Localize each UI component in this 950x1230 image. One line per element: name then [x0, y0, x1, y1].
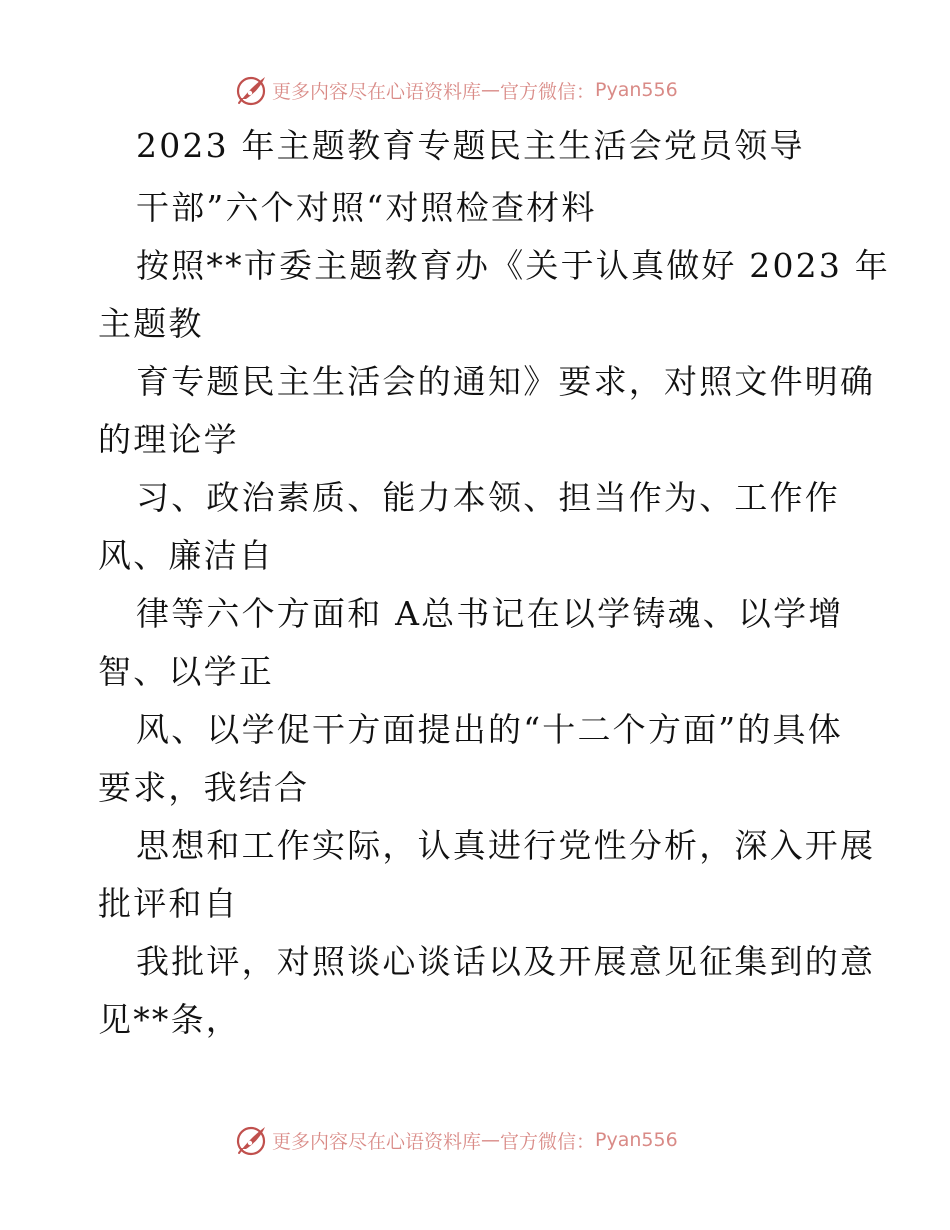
title-line-2: 干部”六个对照“对照检查材料: [136, 188, 597, 227]
watermark-wechat-label: 官方微信：: [500, 1130, 596, 1153]
paragraph-line: 按照**市委主题教育办《关于认真做好 2023 年: [136, 246, 890, 285]
watermark-wechat-label: 官方微信：: [500, 80, 596, 103]
watermark-separator: —: [481, 79, 501, 101]
paragraph-line: 智、以学正: [98, 652, 274, 691]
paragraph-line: 主题教: [98, 304, 204, 343]
title-line-1: 2023 年主题教育专题民主生活会党员领导: [136, 126, 805, 165]
watermark-wechat-id: Pyan556: [595, 1129, 678, 1151]
watermark-header: [234, 70, 678, 110]
paragraph-line: 要求，我结合: [98, 768, 310, 807]
paragraph-line: 习、政治素质、能力本领、担当作为、工作作: [136, 478, 840, 517]
paragraph-line: 批评和自: [98, 884, 239, 923]
paragraph-line: 育专题民主生活会的通知》要求，对照文件明确: [136, 362, 876, 401]
watermark-footer: [234, 1120, 678, 1160]
quill-pen-logo-icon: [234, 1122, 270, 1158]
paragraph-line: 风、廉洁自: [98, 536, 274, 575]
watermark-wechat-id: Pyan556: [595, 79, 678, 101]
paragraph-line: 风、以学促干方面提出的“十二个方面”的具体: [136, 710, 843, 749]
paragraph-line: 的理论学: [98, 420, 239, 459]
paragraph-line: 我批评，对照谈心谈话以及开展意见征集到的意: [136, 942, 876, 981]
quill-pen-logo-icon: [234, 72, 270, 108]
watermark-separator: —: [481, 1129, 501, 1151]
paragraph-line: 律等六个方面和 A总书记在以学铸魂、以学增: [136, 594, 844, 633]
watermark-brand-text: 更多内容尽在心语资料库: [272, 80, 482, 103]
paragraph-line: 思想和工作实际，认真进行党性分析，深入开展: [136, 826, 876, 865]
watermark-brand-text: 更多内容尽在心语资料库: [272, 1130, 482, 1153]
paragraph-line: 见**条，: [98, 1000, 241, 1039]
